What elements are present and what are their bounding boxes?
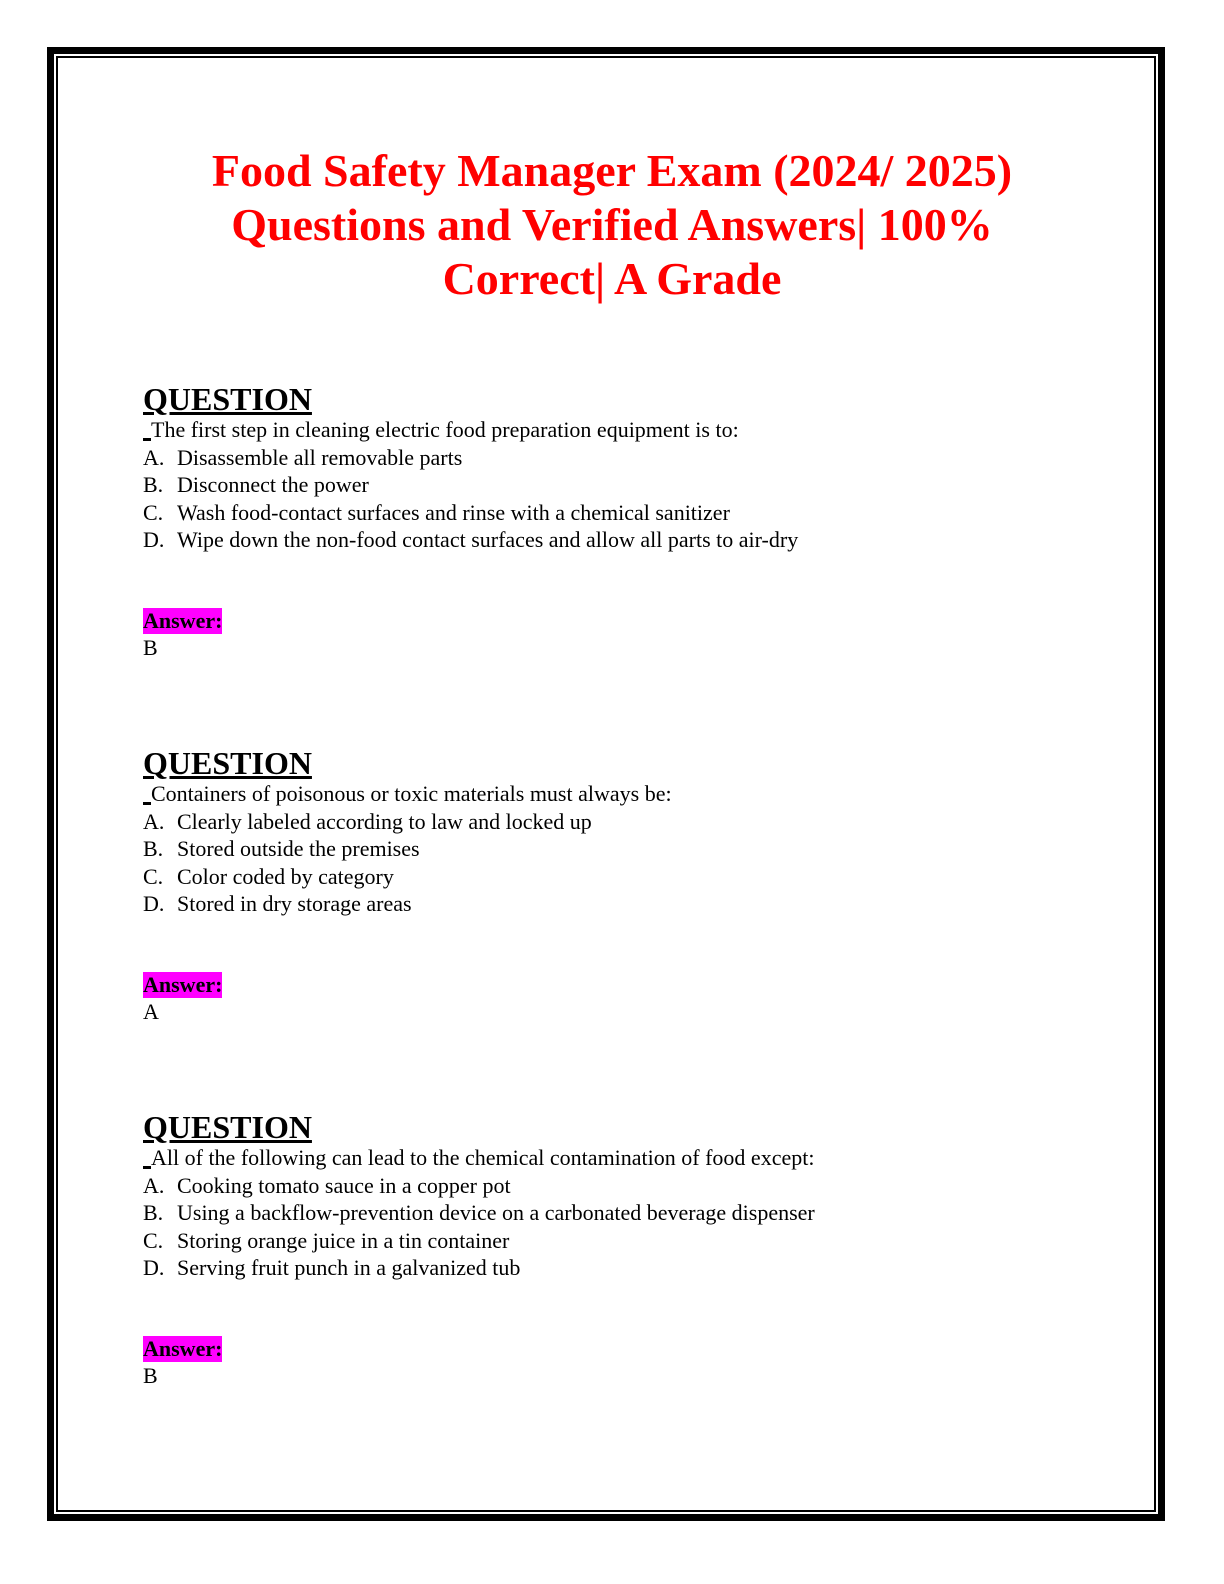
answer-option: A. Disassemble all removable parts — [143, 444, 463, 470]
question-text: Containers of poisonous or toxic materials must always be: — [143, 780, 1103, 808]
answer-option: D. Wipe down the non-food contact surfaces and allow all parts to air-dry — [143, 527, 799, 552]
question-block — [143, 382, 1103, 662]
question-heading: QUESTION — [143, 381, 312, 417]
dash-mark — [143, 790, 151, 805]
question-heading: QUESTION — [143, 1109, 312, 1145]
question-block — [143, 1110, 1103, 1390]
question-block — [143, 746, 1103, 1026]
answer-value: B — [143, 634, 158, 660]
answer-label: Answer: — [143, 607, 223, 633]
title-line: Correct| A Grade — [442, 253, 782, 304]
title-line: Food Safety Manager Exam (2024/ 2025) — [211, 145, 1013, 196]
question-text: All of the following can lead to the chemical contamination of food except: — [143, 1144, 1103, 1172]
answer-value: B — [143, 1362, 158, 1388]
answer-label: Answer: — [143, 971, 223, 997]
answer-label: Answer: — [143, 1335, 223, 1361]
title-line: Questions and Verified Answers| 100% — [231, 199, 993, 250]
question-text: The first step in cleaning electric food preparation equipment is to: — [143, 416, 1103, 444]
answer-option: C. Storing orange juice in a tin container — [143, 1227, 510, 1253]
answer-option: A. Cooking tomato sauce in a copper pot — [143, 1172, 511, 1198]
dash-mark — [143, 426, 151, 441]
answer-option: B. Stored outside the premises — [143, 836, 420, 861]
document-title — [60, 144, 1164, 306]
answer-option: B. Using a backflow-prevention device on a carbonated beverage dispenser — [143, 1200, 815, 1225]
answer-option: D. Serving fruit punch in a galvanized tub — [143, 1255, 521, 1280]
answer-option: B. Disconnect the power — [143, 472, 369, 497]
answer-option: D. Stored in dry storage areas — [143, 891, 412, 916]
answer-option: C. Color coded by category — [143, 863, 394, 889]
answer-value: A — [143, 998, 159, 1024]
answer-option: A. Clearly labeled according to law and locked up — [143, 808, 592, 834]
question-heading: QUESTION — [143, 745, 312, 781]
answer-option: C. Wash food-contact surfaces and rinse with a chemical sanitizer — [143, 499, 730, 525]
dash-mark — [143, 1154, 151, 1169]
